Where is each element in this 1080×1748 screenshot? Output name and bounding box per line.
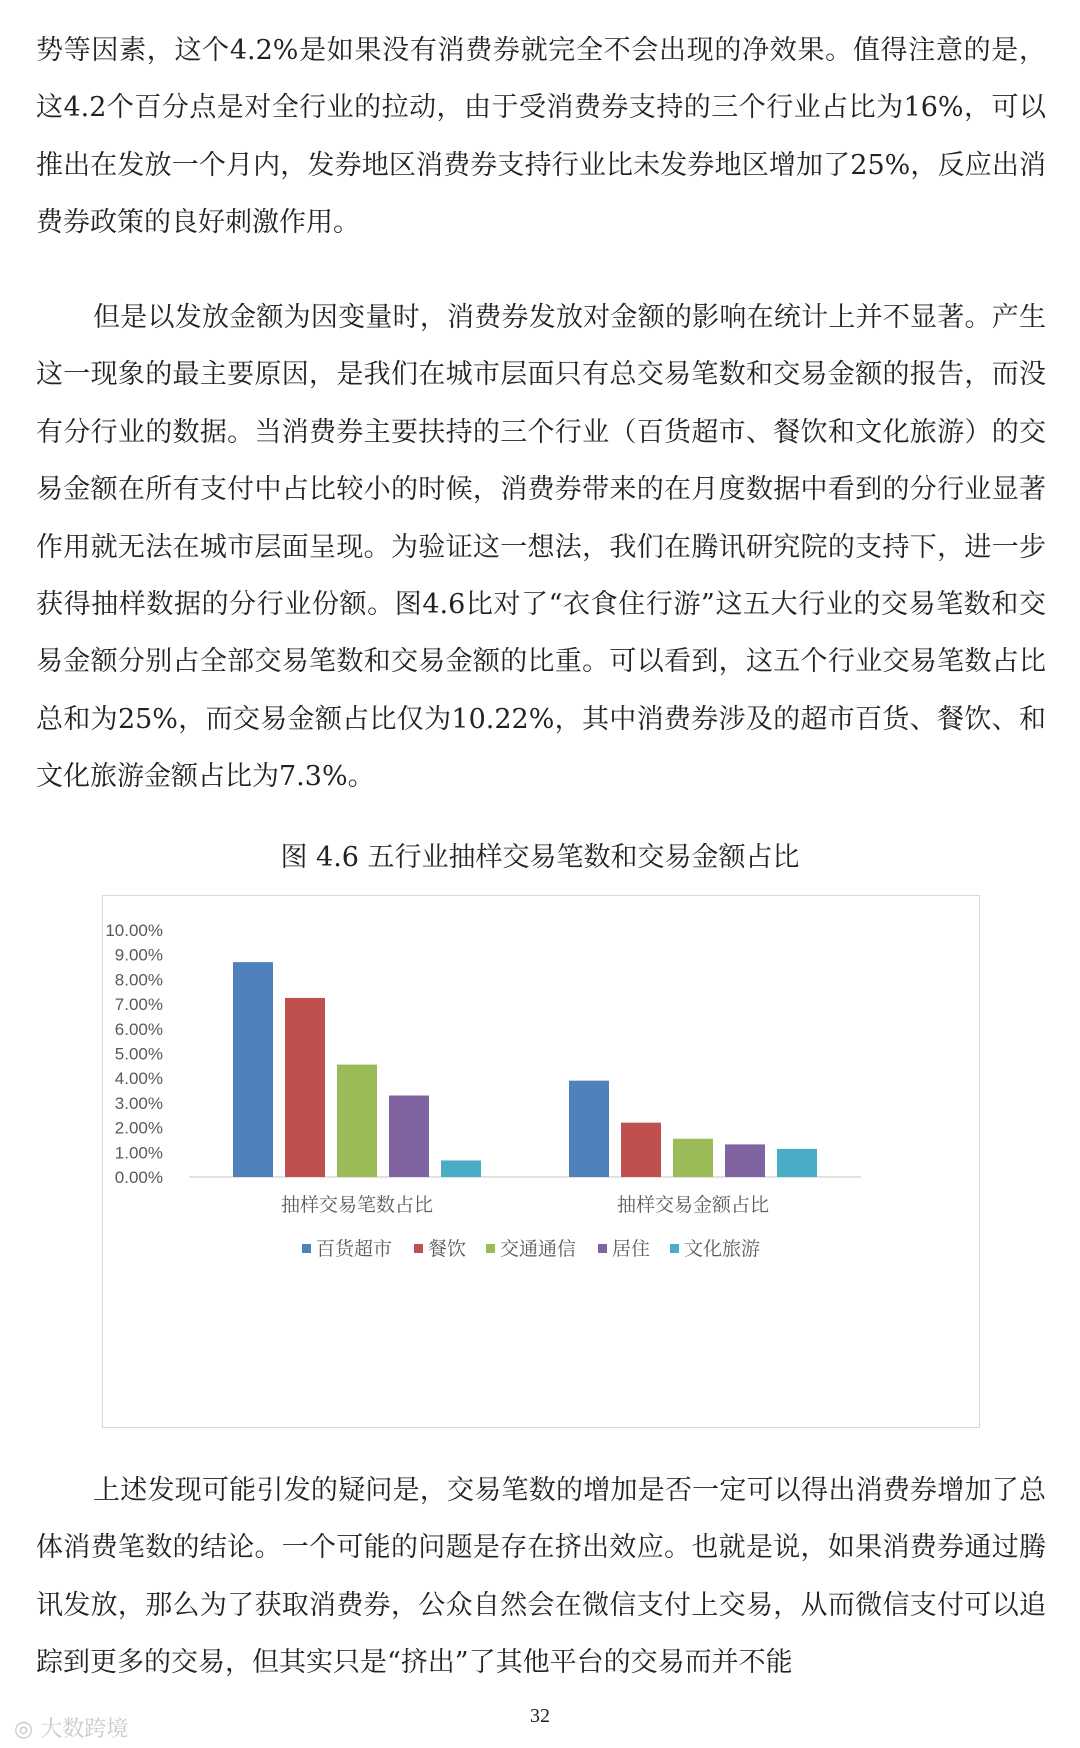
y-tick-label: 5.00% <box>114 1044 163 1064</box>
bar-餐饮-抽样交易笔数占比 <box>285 998 325 1177</box>
bar-百货超市-抽样交易笔数占比 <box>233 962 273 1177</box>
y-tick-label: 8.00% <box>114 970 163 990</box>
y-tick-label: 9.00% <box>114 945 163 965</box>
y-tick-label: 2.00% <box>114 1118 163 1138</box>
y-tick-label: 6.00% <box>114 1019 163 1039</box>
chart-container <box>102 895 980 1428</box>
legend-label-交通通信: 交通通信 <box>500 1238 577 1260</box>
legend-label-百货超市: 百货超市 <box>316 1238 393 1260</box>
x-category-label: 抽样交易笔数占比 <box>280 1194 434 1216</box>
y-tick-label: 0.00% <box>114 1168 163 1187</box>
legend-label-餐饮: 餐饮 <box>428 1238 467 1260</box>
bar-文化旅游-抽样交易金额占比 <box>777 1149 817 1177</box>
paragraph-3: 上述发现可能引发的疑问是，交易笔数的增加是否一定可以得出消费券增加了总体消费笔数的结论。一个可能的问题是存在挤出效应。也就是说，如果消费券通过腾讯发放，那么为了获取消费券，公众自然会在微信支付上交易，从而微信支付可以追踪到更多的交易，但其实只是“挤出”了其他平台的交易而并不能 <box>36 1475 1046 1679</box>
legend-swatch-百货超市 <box>302 1244 311 1253</box>
bar-交通通信-抽样交易金额占比 <box>673 1139 713 1177</box>
watermark-text: 大数跨境 <box>40 1717 129 1742</box>
y-tick-label: 7.00% <box>114 995 163 1015</box>
y-tick-label: 10.00% <box>105 921 163 940</box>
figure-title: 图 4.6 五行业抽样交易笔数和交易金额占比 <box>280 842 800 873</box>
bar-餐饮-抽样交易金额占比 <box>621 1123 661 1177</box>
y-tick-label: 1.00% <box>114 1143 163 1163</box>
legend-label-居住: 居住 <box>612 1238 651 1260</box>
bar-居住-抽样交易笔数占比 <box>389 1095 429 1177</box>
watermark <box>14 1712 128 1743</box>
paragraph-2: 但是以发放金额为因变量时，消费券发放对金额的影响在统计上并不显著。产生这一现象的最主要原因，是我们在城市层面只有总交易笔数和交易金额的报告，而没有分行业的数据。当消费券主要扶持的三个行业（百货超市、餐饮和文化旅游）的交易金额在所有支付中占比较小的时候，消费券带来的在月度数据中看到的分行业显著作用就无法在城市层面呈现。为验证这一想法，我们在腾讯研究院的支持下，进一步获得抽样数据的分行业份额。图4.6比对了“衣食住行游”这五大行业的交易笔数和交易金额分别占全部交易笔数和交易金额的比重。可以看到，这五个行业交易笔数占比总和为25%，而交易金额占比仅为10.22%，其中消费券涉及的超市百货、餐饮、和文化旅游金额占比为7.3%。 <box>36 302 1046 793</box>
bar-百货超市-抽样交易金额占比 <box>569 1081 609 1177</box>
x-category-label: 抽样交易金额占比 <box>616 1194 770 1216</box>
bar-交通通信-抽样交易笔数占比 <box>337 1065 377 1177</box>
legend-swatch-文化旅游 <box>670 1244 679 1253</box>
paragraph-1: 势等因素，这个4.2%是如果没有消费券就完全不会出现的净效果。值得注意的是，这4.2个百分点是对全行业的拉动，由于受消费券支持的三个行业占比为16%，可以推出在发放一个月内，发券地区消费券支持行业比未发券地区增加了25%，反应出消费券政策的良好刺激作用。 <box>36 35 1046 239</box>
watermark-logo-icon: ◎ <box>14 1717 41 1742</box>
bar-文化旅游-抽样交易笔数占比 <box>441 1160 481 1177</box>
legend-swatch-餐饮 <box>414 1244 423 1253</box>
legend-label-文化旅游: 文化旅游 <box>684 1238 761 1260</box>
y-tick-label: 3.00% <box>114 1093 163 1113</box>
bar-chart <box>103 896 981 1429</box>
legend-swatch-交通通信 <box>486 1244 495 1253</box>
bar-居住-抽样交易金额占比 <box>725 1144 765 1177</box>
y-tick-label: 4.00% <box>114 1069 163 1089</box>
legend-swatch-居住 <box>598 1244 607 1253</box>
page-number: 32 <box>530 1705 550 1727</box>
